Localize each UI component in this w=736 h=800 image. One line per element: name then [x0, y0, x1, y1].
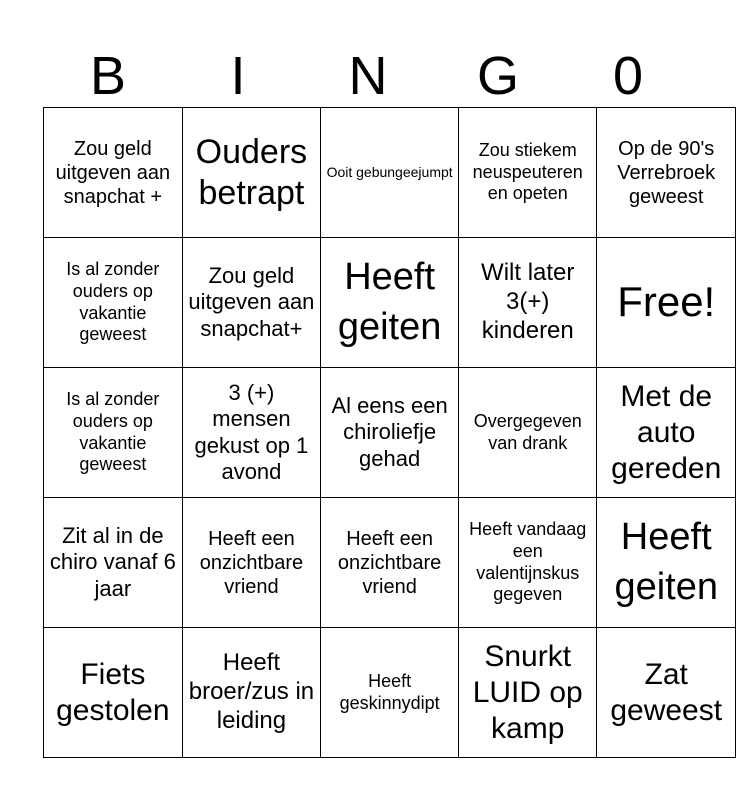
bingo-cell[interactable]: Is al zonder ouders op vakantie geweest: [44, 238, 183, 368]
bingo-cell[interactable]: Wilt later 3(+) kinderen: [459, 238, 597, 368]
bingo-cell[interactable]: Heeft broer/zus in leiding: [182, 628, 321, 758]
bingo-card: [43, 107, 736, 758]
bingo-cell[interactable]: Zou stiekem neuspeuteren en opeten: [459, 108, 597, 238]
bingo-cell[interactable]: Heeft geiten: [321, 238, 459, 368]
bingo-row: [44, 628, 736, 758]
bingo-cell[interactable]: Overgegeven van drank: [459, 368, 597, 498]
bingo-cell[interactable]: Heeft een onzichtbare vriend: [321, 498, 459, 628]
header-letter-i: I: [230, 46, 246, 106]
bingo-cell[interactable]: Zat geweest: [597, 628, 736, 758]
header-letter-o: 0: [612, 46, 644, 106]
bingo-cell[interactable]: Zou geld uitgeven aan snapchat +: [44, 108, 183, 238]
header-letter-n: N: [348, 46, 388, 106]
bingo-cell[interactable]: Snurkt LUID op kamp: [459, 628, 597, 758]
free-cell[interactable]: Free!: [597, 238, 736, 368]
bingo-row: [44, 368, 736, 498]
bingo-cell[interactable]: Ouders betrapt: [182, 108, 321, 238]
bingo-cell[interactable]: Fiets gestolen: [44, 628, 183, 758]
bingo-cell[interactable]: 3 (+) mensen gekust op 1 avond: [182, 368, 321, 498]
bingo-cell[interactable]: Zit al in de chiro vanaf 6 jaar: [44, 498, 183, 628]
header-letter-b: B: [89, 46, 127, 106]
header-letter-g: G: [476, 46, 519, 106]
bingo-cell[interactable]: Heeft geiten: [597, 498, 736, 628]
bingo-header: [43, 45, 693, 107]
bingo-cell[interactable]: Ooit gebungeejumpt: [321, 108, 459, 238]
bingo-cell[interactable]: Heeft vandaag een valentijnskus gegeven: [459, 498, 597, 628]
bingo-row: [44, 498, 736, 628]
bingo-cell[interactable]: Zou geld uitgeven aan snapchat+: [182, 238, 321, 368]
bingo-cell[interactable]: Op de 90's Verrebroek geweest: [597, 108, 736, 238]
bingo-row: [44, 108, 736, 238]
bingo-cell[interactable]: Met de auto gereden: [597, 368, 736, 498]
bingo-cell[interactable]: Heeft een onzichtbare vriend: [182, 498, 321, 628]
bingo-cell[interactable]: Al eens een chiroliefje gehad: [321, 368, 459, 498]
bingo-cell[interactable]: Heeft geskinnydipt: [321, 628, 459, 758]
bingo-row: [44, 238, 736, 368]
bingo-cell[interactable]: Is al zonder ouders op vakantie geweest: [44, 368, 183, 498]
